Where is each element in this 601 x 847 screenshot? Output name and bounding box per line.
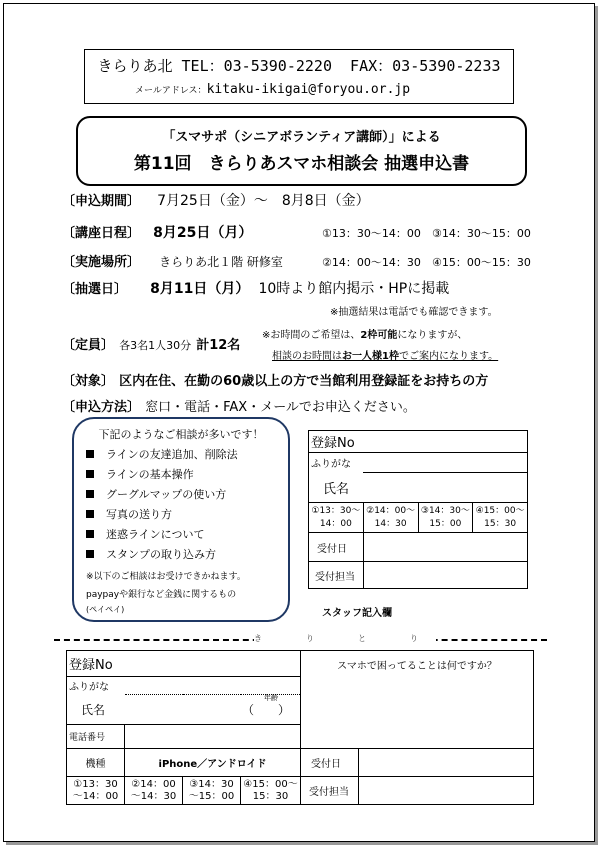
staff-slot-3[interactable]: ③14：30～15：00 — [418, 503, 473, 533]
title-subtitle: 「スマサポ（シニアボランティア講師）」による — [162, 130, 441, 145]
capacity-note-2a: 相談のお時間は — [272, 351, 342, 362]
phone-field[interactable] — [125, 725, 301, 749]
bottom-name-label: 氏名 — [67, 695, 125, 725]
email-address[interactable]: kitaku-ikigai@foryou.or.jp — [206, 82, 411, 97]
email-label: メールアドレス： — [135, 86, 207, 96]
bottom-received-by-field[interactable] — [359, 777, 534, 805]
lottery-row — [62, 278, 449, 298]
bottom-furigana-field[interactable] — [125, 677, 301, 695]
slot-4: ④15：00～15：30 — [432, 256, 531, 269]
applicant-form-table — [66, 650, 534, 805]
capacity-note-1b: 2枠可能 — [360, 330, 398, 341]
square-bullet-icon — [86, 550, 94, 558]
staff-slot-1[interactable]: ①13：30～14：00 — [309, 503, 364, 533]
bottom-reg-no-label: 登録No — [69, 658, 113, 673]
method-value: 窓口・電話・FAX・メールでお申込ください。 — [145, 400, 416, 415]
exclusion-note-1: ※以下のご相談はお受けできかねます。 — [86, 572, 246, 582]
staff-received-by-label: 受付担当 — [309, 562, 364, 589]
contact-email-line — [135, 82, 410, 97]
place-label: 〔実施場所〕 — [62, 255, 141, 270]
staff-caption: スタッフ記入欄 — [322, 608, 392, 619]
square-bullet-icon — [86, 450, 94, 458]
lottery-date: 8月11日（月） — [150, 281, 250, 297]
bottom-slot-2[interactable]: ②14：00～14：30 — [125, 777, 183, 805]
topic-item — [86, 466, 238, 486]
lottery-label: 〔抽選日〕 — [62, 282, 128, 297]
staff-furigana-label: ふりがな — [309, 453, 364, 473]
page-title: 第11回 きらりあスマホ相談会 抽選申込書 — [133, 154, 470, 174]
slot-3: ③14：30～15：00 — [432, 227, 531, 240]
capacity-note-2 — [272, 347, 498, 362]
staff-name-label: 氏名 — [309, 473, 364, 503]
age-field[interactable]: （ ） — [241, 703, 290, 717]
period-value: 7月25日（金）～ 8月8日（金） — [157, 193, 370, 209]
square-bullet-icon — [86, 470, 94, 478]
contact-box — [84, 49, 514, 104]
target-value: 区内在住、在勤の60歳以上の方で当館利用登録証をお持ちの方 — [119, 374, 489, 389]
bottom-received-by-label: 受付担当 — [301, 777, 359, 805]
bottom-slot-4[interactable]: ④15：00～15：30 — [241, 777, 301, 805]
topic-label: 迷惑ラインについて — [106, 528, 205, 541]
slot-2: ②14：00～14：30 — [322, 256, 421, 269]
application-form-page — [3, 3, 595, 842]
square-bullet-icon — [86, 510, 94, 518]
topic-item — [86, 486, 238, 506]
staff-slot-2[interactable]: ②14：00～14：30 — [363, 503, 418, 533]
topics-heading: 下記のようなご相談が多いです！ — [98, 428, 264, 441]
title-box — [76, 116, 527, 186]
staff-reg-no-label: 登録No — [311, 436, 355, 451]
method-row — [62, 396, 416, 415]
topic-item — [86, 526, 238, 546]
bottom-slot-3[interactable]: ③14：30～15：00 — [183, 777, 241, 805]
target-label: 〔対象〕 — [62, 374, 115, 389]
place-value: きらりあ北１階 研修室 — [159, 255, 283, 269]
topic-label: 写真の送り方 — [106, 508, 172, 521]
cut-line-label: き り と り — [254, 634, 436, 643]
square-bullet-icon — [86, 490, 94, 498]
target-row — [62, 370, 488, 389]
method-label: 〔申込方法〕 — [62, 400, 141, 415]
date-value: 8月25日（月） — [153, 225, 253, 241]
topic-item — [86, 546, 238, 566]
staff-received-by-field[interactable] — [363, 562, 527, 589]
capacity-note-1a: ※お時間のご希望は、 — [262, 330, 361, 341]
model-label: 機種 — [67, 749, 125, 777]
slot-1: ①13：30～14：00 — [322, 227, 421, 240]
bottom-received-date-label: 受付日 — [301, 749, 359, 777]
topic-label: ラインの友達追加、削除法 — [106, 448, 238, 461]
square-bullet-icon — [86, 530, 94, 538]
topic-label: スタンプの取り込み方 — [106, 548, 216, 561]
lottery-subnote: ※抽選結果は電話でも確認できます。 — [330, 307, 498, 318]
question-label: スマホで困ってることは何ですか？ — [337, 661, 497, 672]
topic-label: グーグルマップの使い方 — [106, 488, 227, 501]
topic-item — [86, 446, 238, 466]
model-field[interactable]: iPhone／アンドロイド — [125, 749, 301, 777]
capacity-note-2b: お一人様1枠 — [342, 351, 399, 362]
capacity-row — [62, 334, 240, 353]
topic-label: ラインの基本操作 — [106, 468, 194, 481]
staff-furigana-field[interactable] — [363, 453, 527, 473]
phone-label: 電話番号 — [67, 725, 125, 749]
bottom-received-date-field[interactable] — [359, 749, 534, 777]
date-label: 〔講座日程〕 — [62, 226, 141, 241]
capacity-note-2c: でご案内になります。 — [398, 351, 499, 362]
staff-received-date-field[interactable] — [363, 533, 527, 562]
lottery-note: 10時より館内掲示・HPに掲載 — [258, 281, 450, 297]
exclusion-note-2: paypayや銀行など金銭に関するもの — [86, 590, 237, 600]
capacity-total: 計12名 — [196, 338, 241, 353]
period-row — [62, 190, 370, 210]
capacity-note-1 — [262, 326, 467, 341]
staff-received-date-label: 受付日 — [309, 533, 364, 562]
staff-slot-4[interactable]: ④15：00～15：30 — [473, 503, 528, 533]
staff-name-field[interactable] — [363, 473, 527, 503]
bottom-name-field[interactable] — [125, 695, 301, 725]
topics-list — [86, 446, 238, 566]
period-label: 〔申込期間〕 — [62, 194, 141, 209]
capacity-label: 〔定員〕 — [62, 338, 115, 353]
contact-phone-fax: きらりあ北 TEL：03-5390-2220 FAX：03-5390-2233 — [97, 57, 501, 75]
question-field[interactable] — [301, 651, 534, 749]
bottom-slot-1[interactable]: ①13：30～14：00 — [67, 777, 125, 805]
exclusion-note-3: (ペイペイ) — [86, 605, 125, 614]
common-topics-bubble — [72, 417, 290, 622]
topic-item — [86, 506, 238, 526]
place-row — [62, 251, 283, 270]
capacity-note-1c: になりますが、 — [397, 330, 468, 341]
staff-entry-table — [308, 430, 528, 589]
age-label: 年齢 — [264, 694, 278, 702]
bottom-furigana-label: ふりがな — [67, 677, 125, 695]
bottom-reg-no-cell[interactable] — [67, 651, 301, 677]
capacity-value: 各3名1人30分 — [119, 339, 192, 352]
staff-reg-no-cell[interactable] — [309, 431, 528, 453]
date-row — [62, 222, 252, 242]
